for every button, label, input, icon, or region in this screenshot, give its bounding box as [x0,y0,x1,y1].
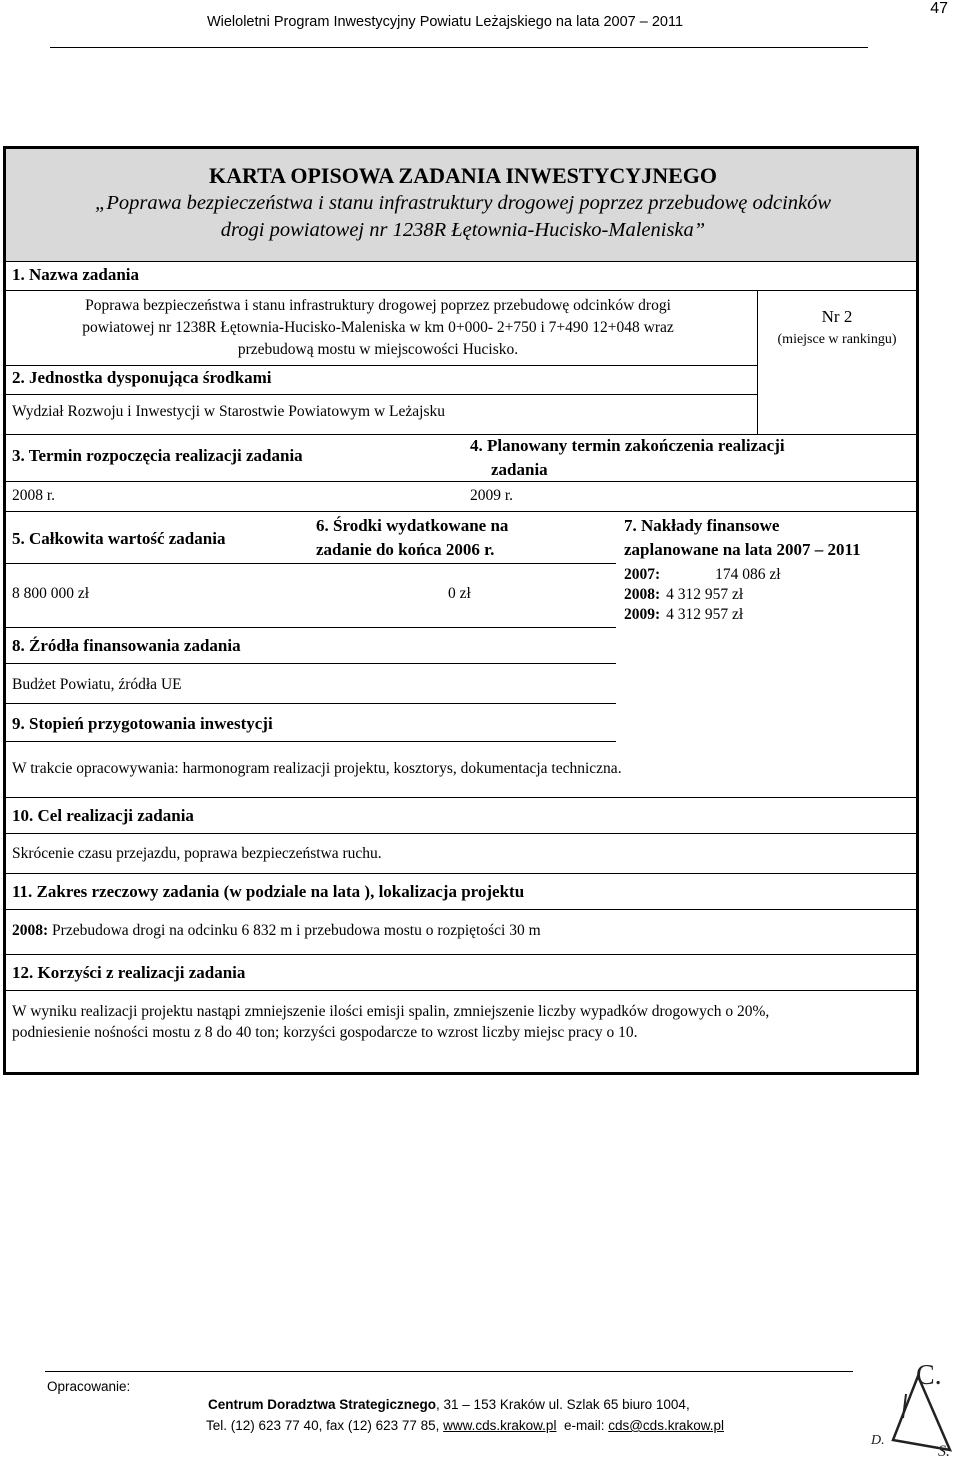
s4-heading-line2: zadania [491,460,548,479]
s8-heading: 8. Źródła finansowania zadania [12,636,241,655]
task-name [6,295,750,361]
website-link[interactable]: www.cds.krakow.pl [443,1418,557,1433]
card-subtitle [0,190,926,244]
footer-address [208,1397,690,1412]
card-subtitle-line1: „Poprawa bezpieczeństwa i stanu infrastruktury drogowej poprzez przebudowę odcinków [94,192,832,214]
s2-heading: 2. Jednostka dysponująca środkami [12,368,272,387]
s7-row-amount: 4 312 957 zł [666,586,744,603]
s6-heading-line2: zadanie do końca 2006 r. [316,540,495,559]
s12-value [12,1001,917,1043]
divider [6,563,616,564]
s7-row [624,605,781,625]
s5-heading: 5. Całkowita wartość zadania [12,529,226,548]
s10-value: Skrócenie czasu przejazdu, poprawa bezpieczeństwa ruchu. [12,845,382,862]
divider [6,954,916,955]
divider [6,365,758,366]
email-label: e-mail: [556,1418,609,1433]
company-address: , 31 – 153 Kraków ul. Szlak 65 biuro 1004, [436,1397,690,1412]
s12-line1: W wyniku realizacji projektu nastąpi zmniejszenie ilości emisji spalin, zmniejszenie liczby wypadków drogowych o 20%, [12,1003,770,1020]
footer-contact [206,1418,724,1433]
s7-row [624,585,781,605]
s7-heading [624,514,861,562]
logo-letter: D. [871,1433,885,1448]
s4-value: 2009 r. [470,487,514,504]
s11-row [12,922,541,940]
s6-heading [316,514,508,562]
divider [6,703,616,704]
s3-value: 2008 r. [12,487,56,504]
task-name-line1: Poprawa bezpieczeństwa i stanu infrastruktury drogowej poprzez przebudowę odcinków drogi [85,297,671,314]
s7-row-year: 2008: [624,586,661,603]
divider [6,290,916,291]
divider [6,511,916,512]
page-number: 47 [930,0,948,17]
logo-letter: S. [938,1443,950,1458]
s7-row-year: 2009: [624,606,661,623]
card-subtitle-line2: drogi powiatowej nr 1238R Łętownia-Hucisko-Maleniska” [220,219,706,241]
cds-logo [858,1358,958,1458]
task-name-line2: powiatowej nr 1238R Łętownia-Hucisko-Maleniska w km 0+000- 2+750 i 7+490 12+048 wraz [82,319,674,336]
task-name-line3: przebudową mostu w miejscowości Hucisko. [237,341,519,358]
rank-number: Nr 2 [821,307,853,326]
footer-rule [45,1371,853,1372]
s6-value: 0 zł [448,585,471,602]
s7-row [624,565,781,585]
logo-letter: C. [916,1360,942,1391]
header-rule [50,47,868,48]
running-header: Wieloletni Program Inwestycyjny Powiatu Leżajskiego na lata 2007 – 2011 [206,14,684,30]
s7-heading-line2: zaplanowane na lata 2007 – 2011 [624,540,861,559]
s10-heading: 10. Cel realizacji zadania [12,806,194,825]
s6-heading-line1: 6. Środki wydatkowane na [316,516,509,535]
s2-value: Wydział Rozwoju i Inwestycji w Starostwie Powiatowym w Leżajsku [12,403,445,420]
divider [6,663,616,664]
rank-label: (miejsce w rankingu) [777,332,897,347]
divider [6,627,616,628]
s12-line2: podniesienie nośności mostu z 8 do 40 ton; korzyści gospodarcze to wzrost liczby miejsc pracy o 10. [12,1024,638,1041]
divider [6,741,616,742]
s4-heading [470,434,785,482]
divider [6,394,758,395]
s8-value: Budżet Powiatu, źródła UE [12,676,182,693]
s12-heading: 12. Korzyści z realizacji zadania [12,963,246,982]
card-title: KARTA OPISOWA ZADANIA INWESTYCYJNEGO [209,163,717,188]
s11-heading: 11. Zakres rzeczowy zadania (w podziale na lata ), lokalizacja projektu [12,882,525,901]
s7-heading-line1: 7. Nakłady finansowe [624,516,780,535]
divider [6,873,916,874]
s1-heading: 1. Nazwa zadania [12,265,140,284]
divider [6,990,916,991]
email-link[interactable]: cds@cds.krakow.pl [608,1418,724,1433]
s11-year: 2008: [12,922,49,939]
company-name: Centrum Doradztwa Strategicznego [208,1397,437,1412]
divider [6,833,916,834]
s3-heading: 3. Termin rozpoczęcia realizacji zadania [12,446,303,465]
divider [6,909,916,910]
s7-rows [624,565,781,625]
divider [6,481,916,482]
s5-value: 8 800 000 zł [12,585,90,602]
s9-value: W trakcie opracowywania: harmonogram realizacji projektu, kosztorys, dokumentacja techniczna. [12,760,622,777]
s9-heading: 9. Stopień przygotowania inwestycji [12,714,273,733]
s11-value: Przebudowa drogi na odcinku 6 832 m i przebudowa mostu o rozpiętości 30 m [52,922,541,939]
s4-heading-line1: 4. Planowany termin zakończenia realizacji [470,436,785,455]
s7-row-year: 2007: [624,566,661,583]
phone-fax: Tel. (12) 623 77 40, fax (12) 623 77 85, [206,1418,444,1433]
s7-row-amount: 4 312 957 zł [666,606,744,623]
divider [6,797,916,798]
s7-row-amount: 174 086 zł [715,566,781,583]
prepared-label: Opracowanie: [47,1379,131,1394]
